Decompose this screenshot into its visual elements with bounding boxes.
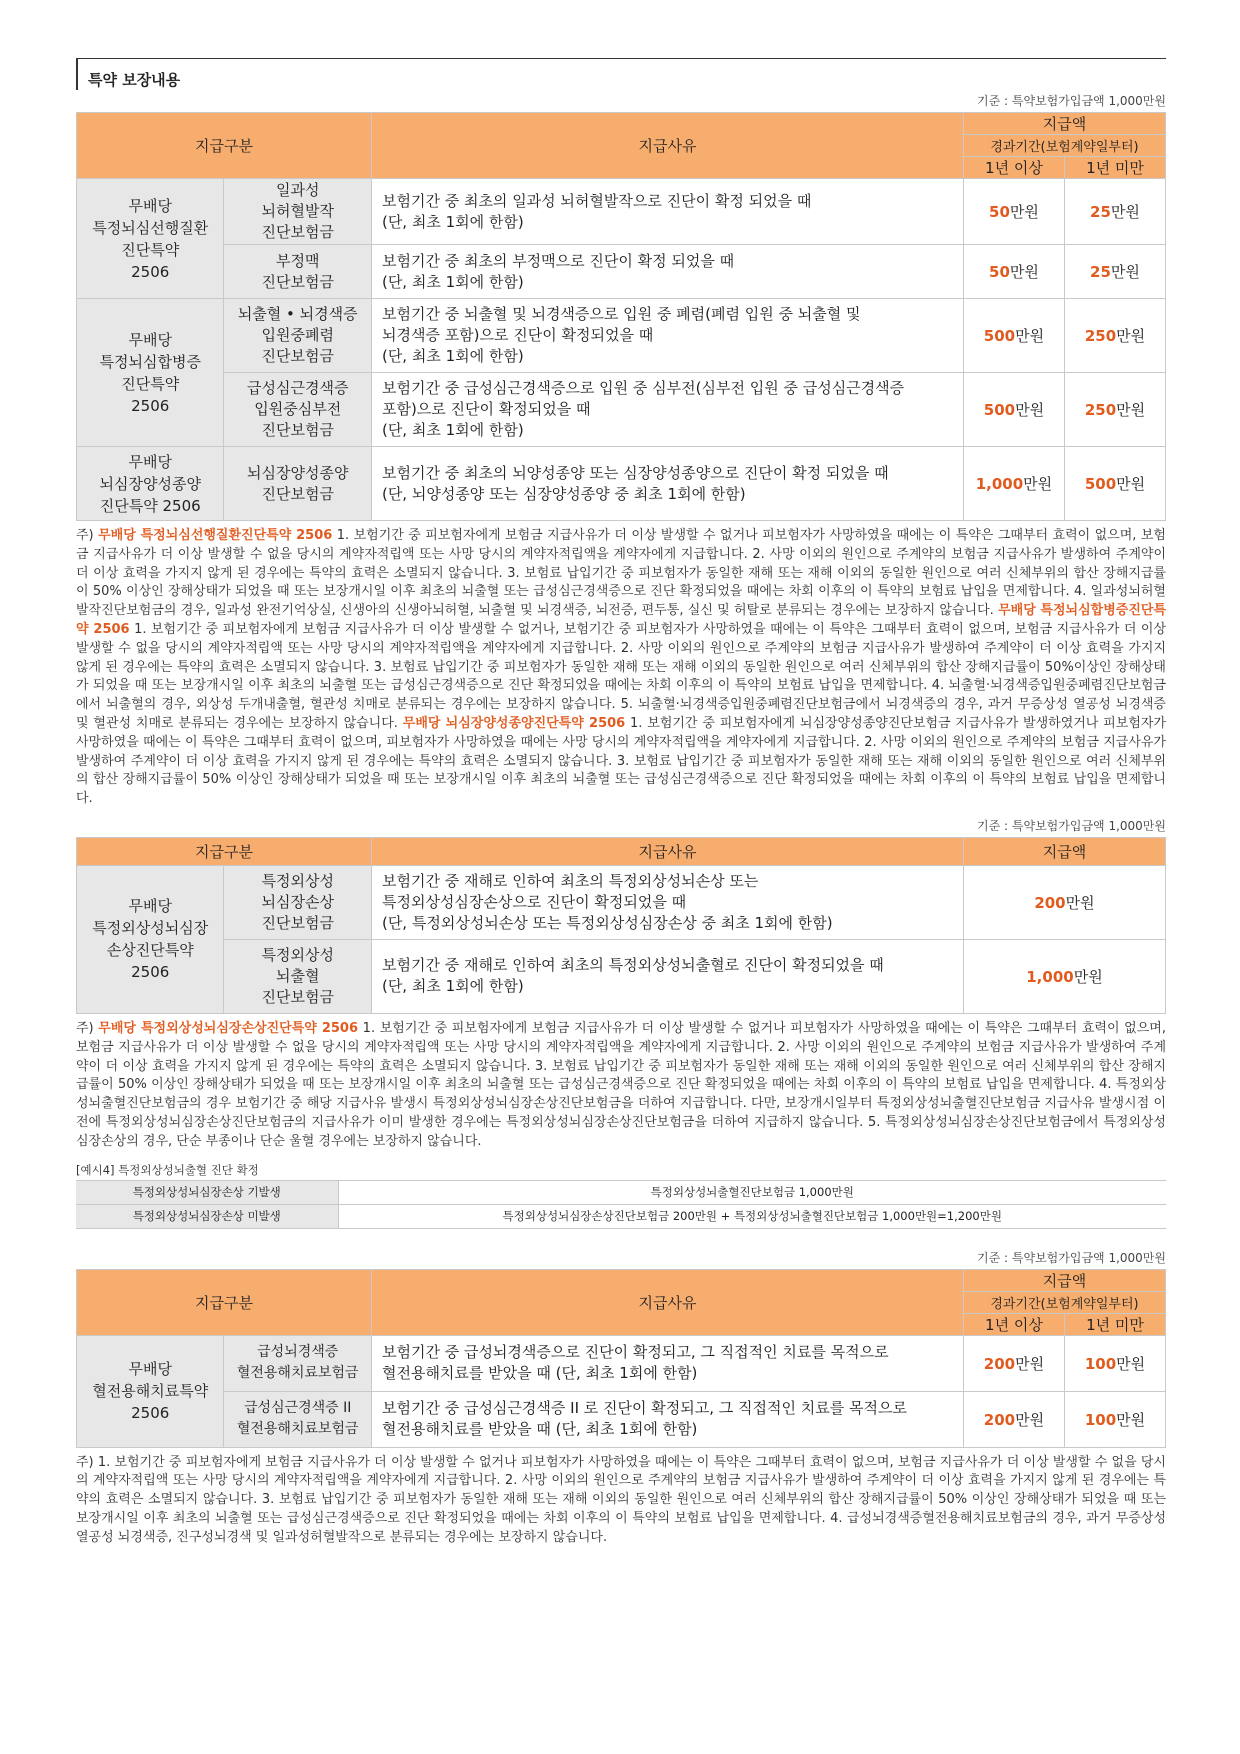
header-over-1yr: 1년 이상 <box>963 1313 1064 1335</box>
amount-over-cell: 500만원 <box>963 373 1064 447</box>
basis-note: 기준 : 특약보험가입금액 1,000만원 <box>977 1250 1166 1265</box>
example-condition: 특정외상성뇌심장손상 기발생 <box>76 1180 338 1204</box>
group-cell: 무배당 특정외상성뇌심장 손상진단특약 2506 <box>77 865 224 1013</box>
header-period: 경과기간(보험계약일부터) <box>963 135 1165 157</box>
amount-over-cell: 200만원 <box>963 1391 1064 1447</box>
reason-cell: 보험기간 중 최초의 부정맥으로 진단이 확정 되었을 때 (단, 최초 1회에 한함) <box>371 245 963 299</box>
example-title: [예시4] 특정외상성뇌출혈 진단 확정 <box>76 1162 259 1177</box>
amount-under-cell: 250만원 <box>1064 373 1165 447</box>
group-cell: 무배당 특정뇌심합병증 진단특약 2506 <box>77 299 224 447</box>
example-table <box>76 1180 1166 1229</box>
reason-cell: 보험기간 중 최초의 뇌양성종양 또는 심장양성종양으로 진단이 확정 되었을 때 (단, 뇌양성종양 또는 심장양성종양 중 최초 1회에 한함) <box>371 447 963 521</box>
section-title: 특약 보장내용 <box>76 58 1166 90</box>
header-group: 지급구분 <box>77 837 372 865</box>
sub-benefit-cell: 부정맥 진단보험금 <box>224 245 371 299</box>
footnote-2: 주) 무배당 특정외상성뇌심장손상진단특약 2506 1. 보험기간 중 피보험자에게 보험금 지급사유가 더 이상 발생할 수 없거나 피보험자가 사망하였을 때에는 이 특약은 그때부터 효력이 없으며, 보험금 지급사유가 더 이상 발생할 수 없을 당시의 계약자적립액 또는 사망 당시의 계약자적립액을 계약자에게 지급합니다. 2. 사망 이외의 원인으로 주계약의 보험금 지급사유가 발생하여 주계약이 더 이상 효력을 가지지 않게 된 경우에는 특약의 효력은 소멸되지 않습니다. 3. 보험료 납입기간 중 피보험자가 동일한 재해 또는 재해 이외의 동일한 원인으로 여러 신체부위의 합산 장해지급률이 50% 이상인 장해상태가 되었을 때 또는 보장개시일 이후 최초의 뇌출혈 또는 급성심근경색증으로 진단 확정되었을 때에는 차회 이후의 이 특약의 보험료 납입을 면제합니다. 4. 특정외상성뇌출혈진단보험금의 경우 보험기간 중 해당 지급사유 발생시 특정외상성뇌심장손상진단보험금을 더하여 지급합니다. 다만, 보장개시일부터 특정외상성뇌출혈진단보험금 지급사유 발생시점 이전에 특정외상성뇌심장손상진단보험금의 지급사유가 이미 발생한 경우에는 특정외상성뇌심장손상진단보험금을 더하여 지급하지 않습니다. 5. 특정외상성뇌심장손상진단보험금에서 특정외상성심장손상의 경우, 단순 부종이나 단순 울혈 경우에는 보장하지 않습니다. <box>76 1020 1166 1149</box>
page <box>76 58 1166 1548</box>
sub-benefit-cell: 뇌심장양성종양 진단보험금 <box>224 447 371 521</box>
amount-under-cell: 25만원 <box>1064 179 1165 245</box>
amount-over-cell: 500만원 <box>963 299 1064 373</box>
amount-under-cell: 250만원 <box>1064 299 1165 373</box>
sub-benefit-cell: 급성심근경색증 입원중심부전 진단보험금 <box>224 373 371 447</box>
amount-under-cell: 500만원 <box>1064 447 1165 521</box>
basis-note: 기준 : 특약보험가입금액 1,000만원 <box>977 94 1166 108</box>
reason-cell: 보험기간 중 급성심근경색증으로 입원 중 심부전(심부전 입원 중 급성심근경색증 포함)으로 진단이 확정되었을 때 (단, 최초 1회에 한함) <box>371 373 963 447</box>
example-result: 특정외상성뇌심장손상진단보험금 200만원 + 특정외상성뇌출혈진단보험금 1,000만원=1,200만원 <box>338 1204 1166 1228</box>
header-under-1yr: 1년 미만 <box>1064 1313 1165 1335</box>
sub-benefit-cell: 특정외상성 뇌출혈 진단보험금 <box>224 939 371 1013</box>
example-result: 특정외상성뇌출혈진단보험금 1,000만원 <box>338 1180 1166 1204</box>
footnote-3: 주) 1. 보험기간 중 피보험자에게 보험금 지급사유가 더 이상 발생할 수 없거나 피보험자가 사망하였을 때에는 이 특약은 그때부터 효력이 없으며, 보험금 지급사유가 더 이상 발생할 수 없을 당시의 계약자적립액 또는 사망 당시의 계약자적립액을 계약자에게 지급합니다. 2. 사망 이외의 원인으로 주계약의 보험금 지급사유가 발생하여 주계약이 더 이상 효력을 가지지 않게 된 경우에는 특약의 효력은 소멸되지 않습니다. 3. 보험료 납입기간 중 피보험자가 동일한 재해 또는 재해 이외의 동일한 원인으로 여러 신체부위의 합산 장해지급률이 50% 이상인 장해상태가 되었을 때 또는 보장개시일 이후 최초의 뇌출혈 또는 급성심근경색증으로 진단 확정되었을 때에는 차회 이후의 이 특약의 보험료 납입을 면제합니다. 4. 급성뇌경색증혈전용해치료보험금의 경우, 과거 무증상성 열공성 뇌경색증, 진구성뇌경색 및 일과성허혈발작으로 분류되는 경우에는 보장하지 않습니다. <box>76 1454 1167 1545</box>
header-group: 지급구분 <box>77 113 372 179</box>
header-amount: 지급액 <box>963 837 1165 865</box>
sub-benefit-cell: 급성뇌경색증 혈전용해치료보험금 <box>224 1335 371 1391</box>
reason-cell: 보험기간 중 뇌출혈 및 뇌경색증으로 입원 중 폐렴(폐렴 입원 중 뇌출혈 및 뇌경색증 포함)으로 진단이 확정되었을 때 (단, 최초 1회에 한함) <box>371 299 963 373</box>
sub-benefit-cell: 일과성 뇌허혈발작 진단보험금 <box>224 179 371 245</box>
reason-cell: 보험기간 중 재해로 인하여 최초의 특정외상성뇌손상 또는 특정외상성심장손상으로 진단이 확정되었을 때 (단, 특정외상성뇌손상 또는 특정외상성심장손상 중 최초 1회에 한함) <box>371 865 963 939</box>
header-over-1yr: 1년 이상 <box>963 157 1064 179</box>
reason-cell: 보험기간 중 최초의 일과성 뇌허혈발작으로 진단이 확정 되었을 때 (단, 최초 1회에 한함) <box>371 179 963 245</box>
footnote-1: 주) 무배당 특정뇌심선행질환진단특약 2506 1. 보험기간 중 피보험자에게 보험금 지급사유가 더 이상 발생할 수 없거나 피보험자가 사망하였을 때에는 이 특약은 그때부터 효력이 없으며, 보험금 지급사유가 더 이상 발생할 수 없을 당시의 계약자적립액 또는 사망 당시의 계약자적립액을 계약자에게 지급합니다. 2. 사망 이외의 원인으로 주계약의 보험금 지급사유가 발생하여 주계약이 더 이상 효력을 가지지 않게 된 경우에는 특약의 효력은 소멸되지 않습니다. 3. 보험료 납입기간 중 피보험자가 동일한 재해 또는 재해 이외의 동일한 원인으로 여러 신체부위의 합산 장해지급률이 50% 이상인 장해상태가 되었을 때 또는 보장개시일 이후 최초의 뇌출혈 또는 급성심근경색증으로 진단 확정되었을 때에는 차회 이후의 이 특약의 보험료 납입을 면제합니다. 4. 일과성뇌허혈발작진단보험금의 경우, 일과성 완전기억상실, 신생아의 신생아뇌허혈, 뇌출혈 및 뇌경색증, 뇌전증, 편두통, 실신 및 허탈로 분류되는 경우에는 보장하지 않습니다. 무배당 특정뇌심합병증진단특약 2506 1. 보험기간 중 피보험자에게 보험금 지급사유가 더 이상 발생할 수 없거나, 보험기간 중 피보험자가 사망하였을 때에는 이 특약은 그때부터 효력이 없으며, 보험금 지급사유가 더 이상 발생할 수 없을 당시의 계약자적립액 또는 사망 당시의 계약자적립액을 계약자에게 지급합니다. 2. 사망 이외의 원인으로 주계약의 보험금 지급사유가 발생하여 주계약이 더 이상 효력을 가지지 않게 된 경우에는 특약의 효력은 소멸되지 않습니다. 3. 보험료 납입기간 중 피보험자가 동일한 재해 또는 재해 이외의 동일한 원인으로 여러 신체부위의 합산 장해지급률이 50%이상인 장해상태가 되었을 때 또는 보장개시일 이후 최초의 뇌출혈 또는 급성심근경색증으로 진단 확정되었을 때에는 차회 이후의 이 특약의 보험료 납입을 면제합니다. 4. 뇌출혈·뇌경색증입원중폐렴진단보험금에서 뇌출혈의 경우, 외상성 두개내출혈, 혈관성 치매로 분류되는 경우에는 보장하지 않습니다. 5. 뇌출혈·뇌경색증입원중폐렴진단보험금에서 뇌경색증의 경우, 과거 무증상성 열공성 뇌경색증 및 혈관성 치매로 분류되는 경우에는 보장하지 않습니다. 무배당 뇌심장양성종양진단특약 2506 1. 보험기간 중 피보험자에게 뇌심장양성종양진단보험금 지급사유가 발생하였거나 피보험자가 사망하였을 때에는 이 특약은 그때부터 효력이 없으며, 피보험자가 사망하였을 때에는 사망 당시의 계약자적립액을 계약자에게 지급합니다. 2. 사망 이외의 원인으로 주계약의 보험금 지급사유가 발생하여 주계약이 더 이상 효력을 가지지 않게 된 경우에는 특약의 효력은 소멸되지 않습니다. 3. 보험료 납입기간 중 피보험자가 동일한 재해 또는 재해 이외의 동일한 원인으로 여러 신체부위의 합산 장해지급률이 50% 이상인 장해상태가 되었을 때 또는 보장개시일 이후 최초의 뇌출혈 또는 급성심근경색증으로 진단 확정되었을 때에는 차회 이후의 이 특약의 보험료 납입을 면제합니다. <box>76 528 1167 807</box>
sub-benefit-cell: 뇌출혈 • 뇌경색증 입원중폐렴 진단보험금 <box>224 299 371 373</box>
coverage-table-2 <box>76 837 1166 1014</box>
amount-over-cell: 1,000만원 <box>963 447 1064 521</box>
reason-cell: 보험기간 중 급성심근경색증 II 로 진단이 확정되고, 그 직접적인 치료를 목적으로 혈전용해치료를 받았을 때 (단, 최초 1회에 한함) <box>371 1391 963 1447</box>
reason-cell: 보험기간 중 재해로 인하여 최초의 특정외상성뇌출혈로 진단이 확정되었을 때 (단, 최초 1회에 한함) <box>371 939 963 1013</box>
amount-cell: 1,000만원 <box>963 939 1165 1013</box>
amount-under-cell: 100만원 <box>1064 1335 1165 1391</box>
header-reason: 지급사유 <box>371 113 963 179</box>
reason-cell: 보험기간 중 급성뇌경색증으로 진단이 확정되고, 그 직접적인 치료를 목적으로 혈전용해치료를 받았을 때 (단, 최초 1회에 한함) <box>371 1335 963 1391</box>
basis-note: 기준 : 특약보험가입금액 1,000만원 <box>977 818 1166 833</box>
amount-under-cell: 25만원 <box>1064 245 1165 299</box>
amount-over-cell: 200만원 <box>963 1335 1064 1391</box>
header-amount: 지급액 <box>963 1269 1165 1291</box>
header-amount: 지급액 <box>963 113 1165 135</box>
example-condition: 특정외상성뇌심장손상 미발생 <box>76 1204 338 1228</box>
amount-over-cell: 50만원 <box>963 245 1064 299</box>
amount-under-cell: 100만원 <box>1064 1391 1165 1447</box>
header-reason: 지급사유 <box>371 837 963 865</box>
group-cell: 무배당 특정뇌심선행질환 진단특약 2506 <box>77 179 224 299</box>
amount-over-cell: 50만원 <box>963 179 1064 245</box>
amount-cell: 200만원 <box>963 865 1165 939</box>
sub-benefit-cell: 특정외상성 뇌심장손상 진단보험금 <box>224 865 371 939</box>
header-under-1yr: 1년 미만 <box>1064 157 1165 179</box>
header-reason: 지급사유 <box>371 1269 963 1335</box>
coverage-table-3 <box>76 1269 1166 1448</box>
group-cell: 무배당 혈전용해치료특약 2506 <box>77 1335 224 1447</box>
header-group: 지급구분 <box>77 1269 372 1335</box>
sub-benefit-cell: 급성심근경색증 II 혈전용해치료보험금 <box>224 1391 371 1447</box>
header-period: 경과기간(보험계약일부터) <box>963 1291 1165 1313</box>
group-cell: 무배당 뇌심장양성종양 진단특약 2506 <box>77 447 224 521</box>
coverage-table-1 <box>76 112 1166 521</box>
